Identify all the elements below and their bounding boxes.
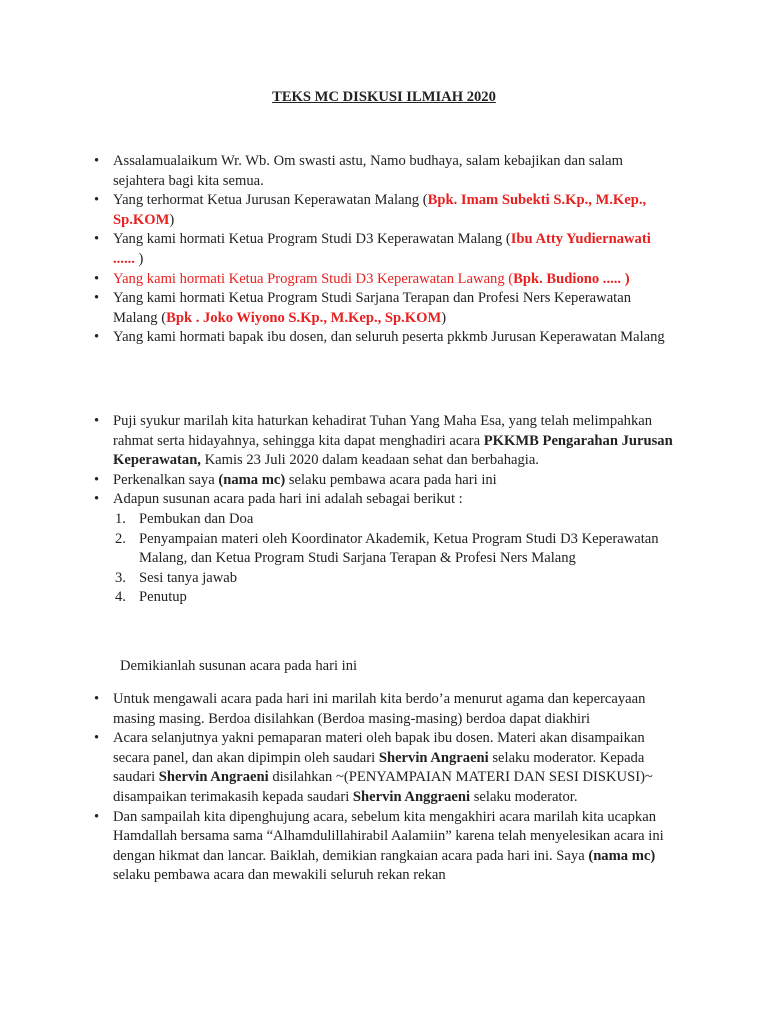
paragraph-text: selaku moderator.: [470, 788, 578, 805]
paragraph-text: disilahkan ~(PENYAMPAIAN MATERI DAN SESI DISKUSI)~ disampaikan terimakasih kepada saudari: [113, 769, 653, 805]
mc-name-placeholder: (nama mc): [218, 471, 286, 488]
agenda-item: [113, 530, 673, 569]
mc-name-placeholder: (nama mc): [588, 847, 656, 864]
agenda-item: [113, 510, 673, 530]
list-item: [113, 729, 673, 807]
paragraph-text: Kamis 23 Juli 2020 dalam keadaan sehat dan berbahagia.: [200, 452, 539, 469]
list-item: [113, 328, 673, 348]
event-name: PKKMB Pengarahan Jurusan Keperawatan,: [113, 432, 673, 469]
agenda-item: [113, 588, 673, 608]
list-item: [113, 690, 673, 729]
agenda-number: 4.: [115, 589, 126, 606]
honoree-name: Bpk. Budiono ..... ): [513, 270, 630, 287]
paragraph-text: selaku moderator. Kepada saudari: [113, 749, 645, 786]
greeting-text: Yang kami hormati Ketua Program Studi D3 Keperawatan Malang (: [113, 231, 511, 248]
paragraph-text: Puji syukur marilah kita haturkan kehadirat Tuhan Yang Maha Esa, yang telah melimpahkan rahmat serta hidayahnya, sehingga kita dapat menghadiri acara: [113, 413, 653, 449]
greeting-text: Assalamualaikum Wr. Wb. Om swasti astu, Namo budhaya, salam kebajikan dan salam sejahtera bagi kita semua.: [113, 153, 623, 189]
list-item: [113, 471, 673, 491]
list-item: [113, 230, 673, 269]
greeting-text: ): [134, 250, 144, 267]
list-item: [113, 490, 673, 608]
honoree-name: Bpk . Joko Wiyono S.Kp., M.Kep., Sp.KOM: [166, 309, 442, 326]
greetings-list: [113, 152, 673, 348]
list-item: [113, 270, 673, 290]
list-item: [113, 412, 673, 471]
greeting-text: Yang terhormat Ketua Jurusan Keperawatan Malang (: [113, 192, 428, 209]
paragraph-text: selaku pembawa acara pada hari ini: [285, 471, 497, 488]
honoree-name: Ibu Atty Yudiernawati ......: [113, 231, 651, 267]
moderator-name: Shervin Angraeni: [158, 769, 269, 786]
agenda-text: Pembukan dan Doa: [139, 510, 254, 527]
paragraph-text: Untuk mengawali acara pada hari ini marilah kita berdo’a menurut agama dan kepercayaan masing masing. Berdoa disilahkan (Berdoa masing-masing) berdoa dapat diakhiri: [113, 691, 646, 727]
honoree-name: Bpk. Imam Subekti S.Kp., M.Kep., Sp.KOM: [113, 192, 647, 228]
greeting-text: Yang kami hormati bapak ibu dosen, dan seluruh peserta pkkmb Jurusan Keperawatan Malang: [113, 329, 665, 346]
paragraph-text: Acara selanjutnya yakni pemaparan materi oleh bapak ibu dosen. Materi akan disampaikan secara panel, dan akan dipimpin oleh saudari: [113, 730, 645, 766]
agenda-number: 2.: [115, 530, 126, 547]
list-item: [113, 808, 673, 886]
agenda-number: 1.: [115, 510, 126, 527]
page-title: TEKS MC DISKUSI ILMIAH 2020: [272, 89, 496, 105]
agenda-number: 3.: [115, 569, 126, 586]
agenda-text: Sesi tanya jawab: [139, 569, 238, 586]
list-item: [113, 289, 673, 328]
moderator-name: Shervin Anggraeni: [352, 788, 471, 805]
paragraph-text: Perkenalkan saya: [113, 471, 219, 488]
greeting-text: Yang kami hormati Ketua Program Studi D3 Keperawatan Lawang (: [113, 270, 514, 287]
opening-list: [113, 412, 673, 608]
list-item: [113, 191, 673, 230]
list-item: [113, 152, 673, 191]
paragraph-text: Dan sampailah kita dipenghujung acara, sebelum kita mengakhiri acara marilah kita ucapkan Hamdallah bersama sama “Alhamdulillahirabil Aalamiin” karena telah menyelesikan acara ini dengan hikmat dan lancar. Baiklah, demikian rangkaian acara pada hari ini. Saya: [113, 808, 664, 864]
agenda-item: [113, 569, 673, 589]
agenda-text: Penutup: [139, 589, 187, 606]
greeting-text: Yang kami hormati Ketua Program Studi Sarjana Terapan dan Profesi Ners Keperawatan Malang (: [113, 290, 631, 326]
agenda-text: Penyampaian materi oleh Koordinator Akademik, Ketua Program Studi D3 Keperawatan Malang, dan Ketua Program Studi Sarjana Terapan & Profesi Ners Malang: [139, 530, 659, 567]
greeting-text: ): [441, 309, 447, 326]
greeting-text: ): [169, 211, 175, 228]
moderator-name: Shervin Angraeni: [378, 749, 489, 766]
agenda-list: [113, 510, 673, 608]
main-list: [113, 690, 673, 886]
paragraph-text: Adapun susunan acara pada hari ini adalah sebagai berikut :: [113, 491, 463, 508]
paragraph-text: selaku pembawa acara dan mewakili seluruh rekan rekan: [113, 867, 446, 884]
agenda-closing-line: Demikianlah susunan acara pada hari ini: [120, 658, 358, 674]
